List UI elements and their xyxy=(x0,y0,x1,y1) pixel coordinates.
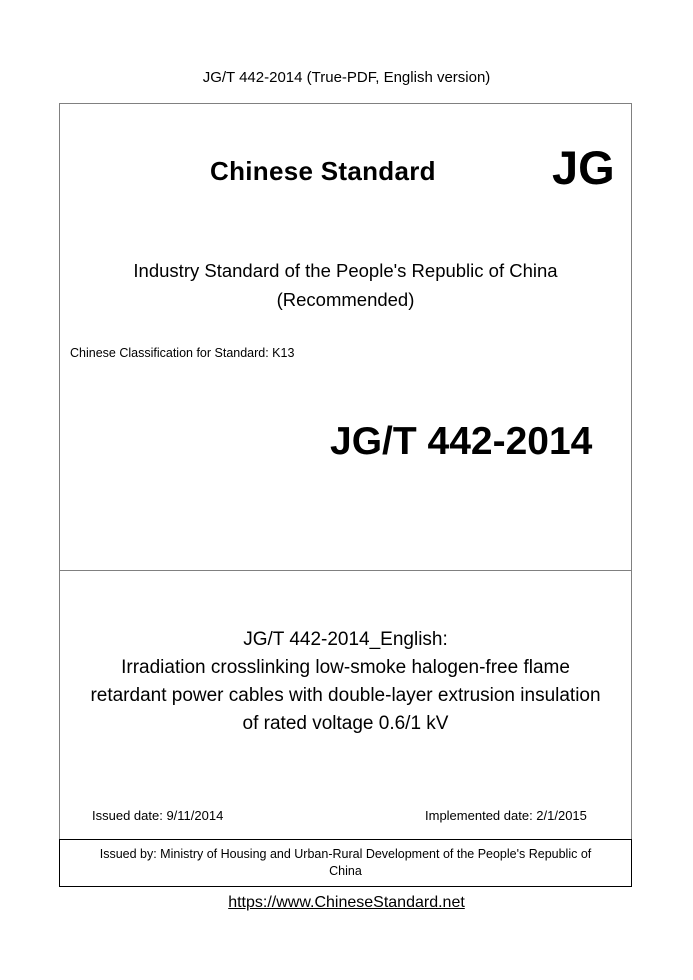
issuer-line-1: Issued by: Ministry of Housing and Urban-Rural Development of the People's Republic of xyxy=(99,847,592,861)
industry-line: Industry Standard of the People's Republic of China xyxy=(133,260,558,281)
issuer-line-2: China xyxy=(329,864,362,878)
cover-frame xyxy=(59,103,632,887)
industry-standard-label xyxy=(59,256,632,314)
recommended-line: (Recommended) xyxy=(276,289,415,310)
title-line-2: Irradiation crosslinking low-smoke halogen-free flame xyxy=(121,657,570,678)
classification-label: Chinese Classification for Standard: K13 xyxy=(70,346,295,360)
issued-date: Issued date: 9/11/2014 xyxy=(92,808,224,823)
standard-title: Chinese Standard xyxy=(210,156,436,186)
website-link[interactable]: https://www.ChineseStandard.net xyxy=(228,894,465,911)
title-line-4: of rated voltage 0.6/1 kV xyxy=(242,713,449,734)
standard-code-prefix: JG xyxy=(552,141,615,194)
document-title-block xyxy=(59,626,632,738)
title-line-1: JG/T 442-2014_English: xyxy=(243,629,448,650)
document-header-title: JG/T 442-2014 (True-PDF, English version) xyxy=(202,69,491,86)
title-line-3: retardant power cables with double-layer extrusion insulation xyxy=(90,685,601,706)
implemented-date: Implemented date: 2/1/2015 xyxy=(425,808,587,823)
issuer-box xyxy=(59,839,632,887)
frame-divider xyxy=(59,570,632,571)
standard-number: JG/T 442-2014 xyxy=(330,420,593,463)
